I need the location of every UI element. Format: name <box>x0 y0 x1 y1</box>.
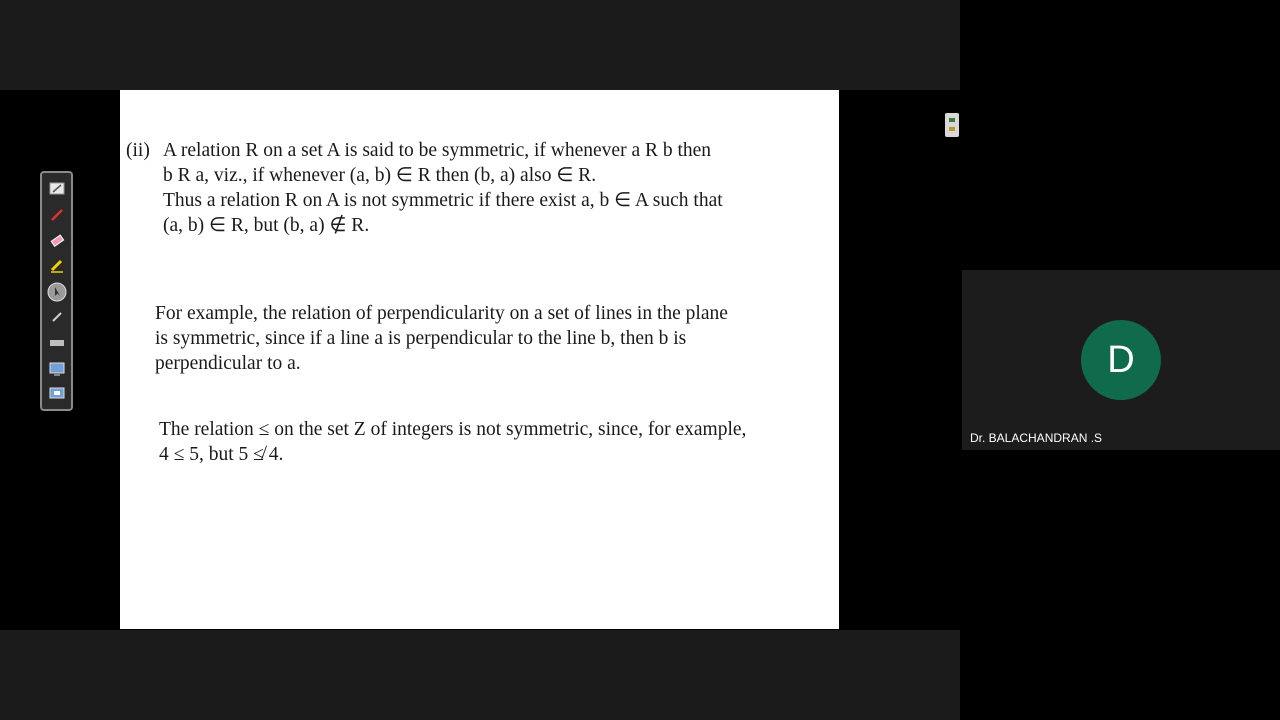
definition-line: A relation R on a set A is said to be symmetric, if whenever a R b then <box>163 140 712 161</box>
floating-widget-icon[interactable] <box>945 113 959 137</box>
stylus-icon[interactable] <box>46 306 68 328</box>
example-line: is symmetric, since if a line a is perpendicular to the line b, then b is <box>155 328 687 349</box>
shared-slide <box>120 90 839 629</box>
example-line: For example, the relation of perpendicularity on a set of lines in the plane <box>155 303 728 324</box>
highlighter-icon[interactable] <box>46 255 68 277</box>
definition-line: (a, b) ∈ R, but (b, a) ∉ R. <box>163 215 370 236</box>
screen-save-icon[interactable] <box>46 383 68 405</box>
example-line: perpendicular to a. <box>155 353 301 374</box>
letterbox-top <box>0 0 960 90</box>
example-inequality <box>159 417 792 467</box>
annotation-toolbar <box>40 171 73 411</box>
whiteboard-icon[interactable] <box>46 178 68 200</box>
example-line: 4 ≤ 5, but 5 ≰ 4. <box>159 444 284 465</box>
participant-tile[interactable] <box>962 270 1280 450</box>
example-line: The relation ≤ on the set Z of integers is not symmetric, since, for example, <box>159 419 747 440</box>
pen-icon[interactable] <box>46 204 68 226</box>
letterbox-bottom <box>0 630 960 720</box>
avatar: D <box>1081 320 1161 400</box>
example-perpendicular <box>155 301 788 376</box>
item-number: (ii) <box>126 140 150 161</box>
definition-block <box>126 138 806 238</box>
definition-line: Thus a relation R on A is not symmetric if there exist a, b ∈ A such that <box>163 190 723 211</box>
definition-line: b R a, viz., if whenever (a, b) ∈ R then (b, a) also ∈ R. <box>163 165 597 186</box>
eraser-icon[interactable] <box>46 229 68 251</box>
participant-name: Dr. BALACHANDRAN .S <box>970 431 1103 445</box>
ruler-icon[interactable] <box>46 332 68 354</box>
screen-icon[interactable] <box>46 358 68 380</box>
pointer-icon[interactable] <box>46 281 68 303</box>
